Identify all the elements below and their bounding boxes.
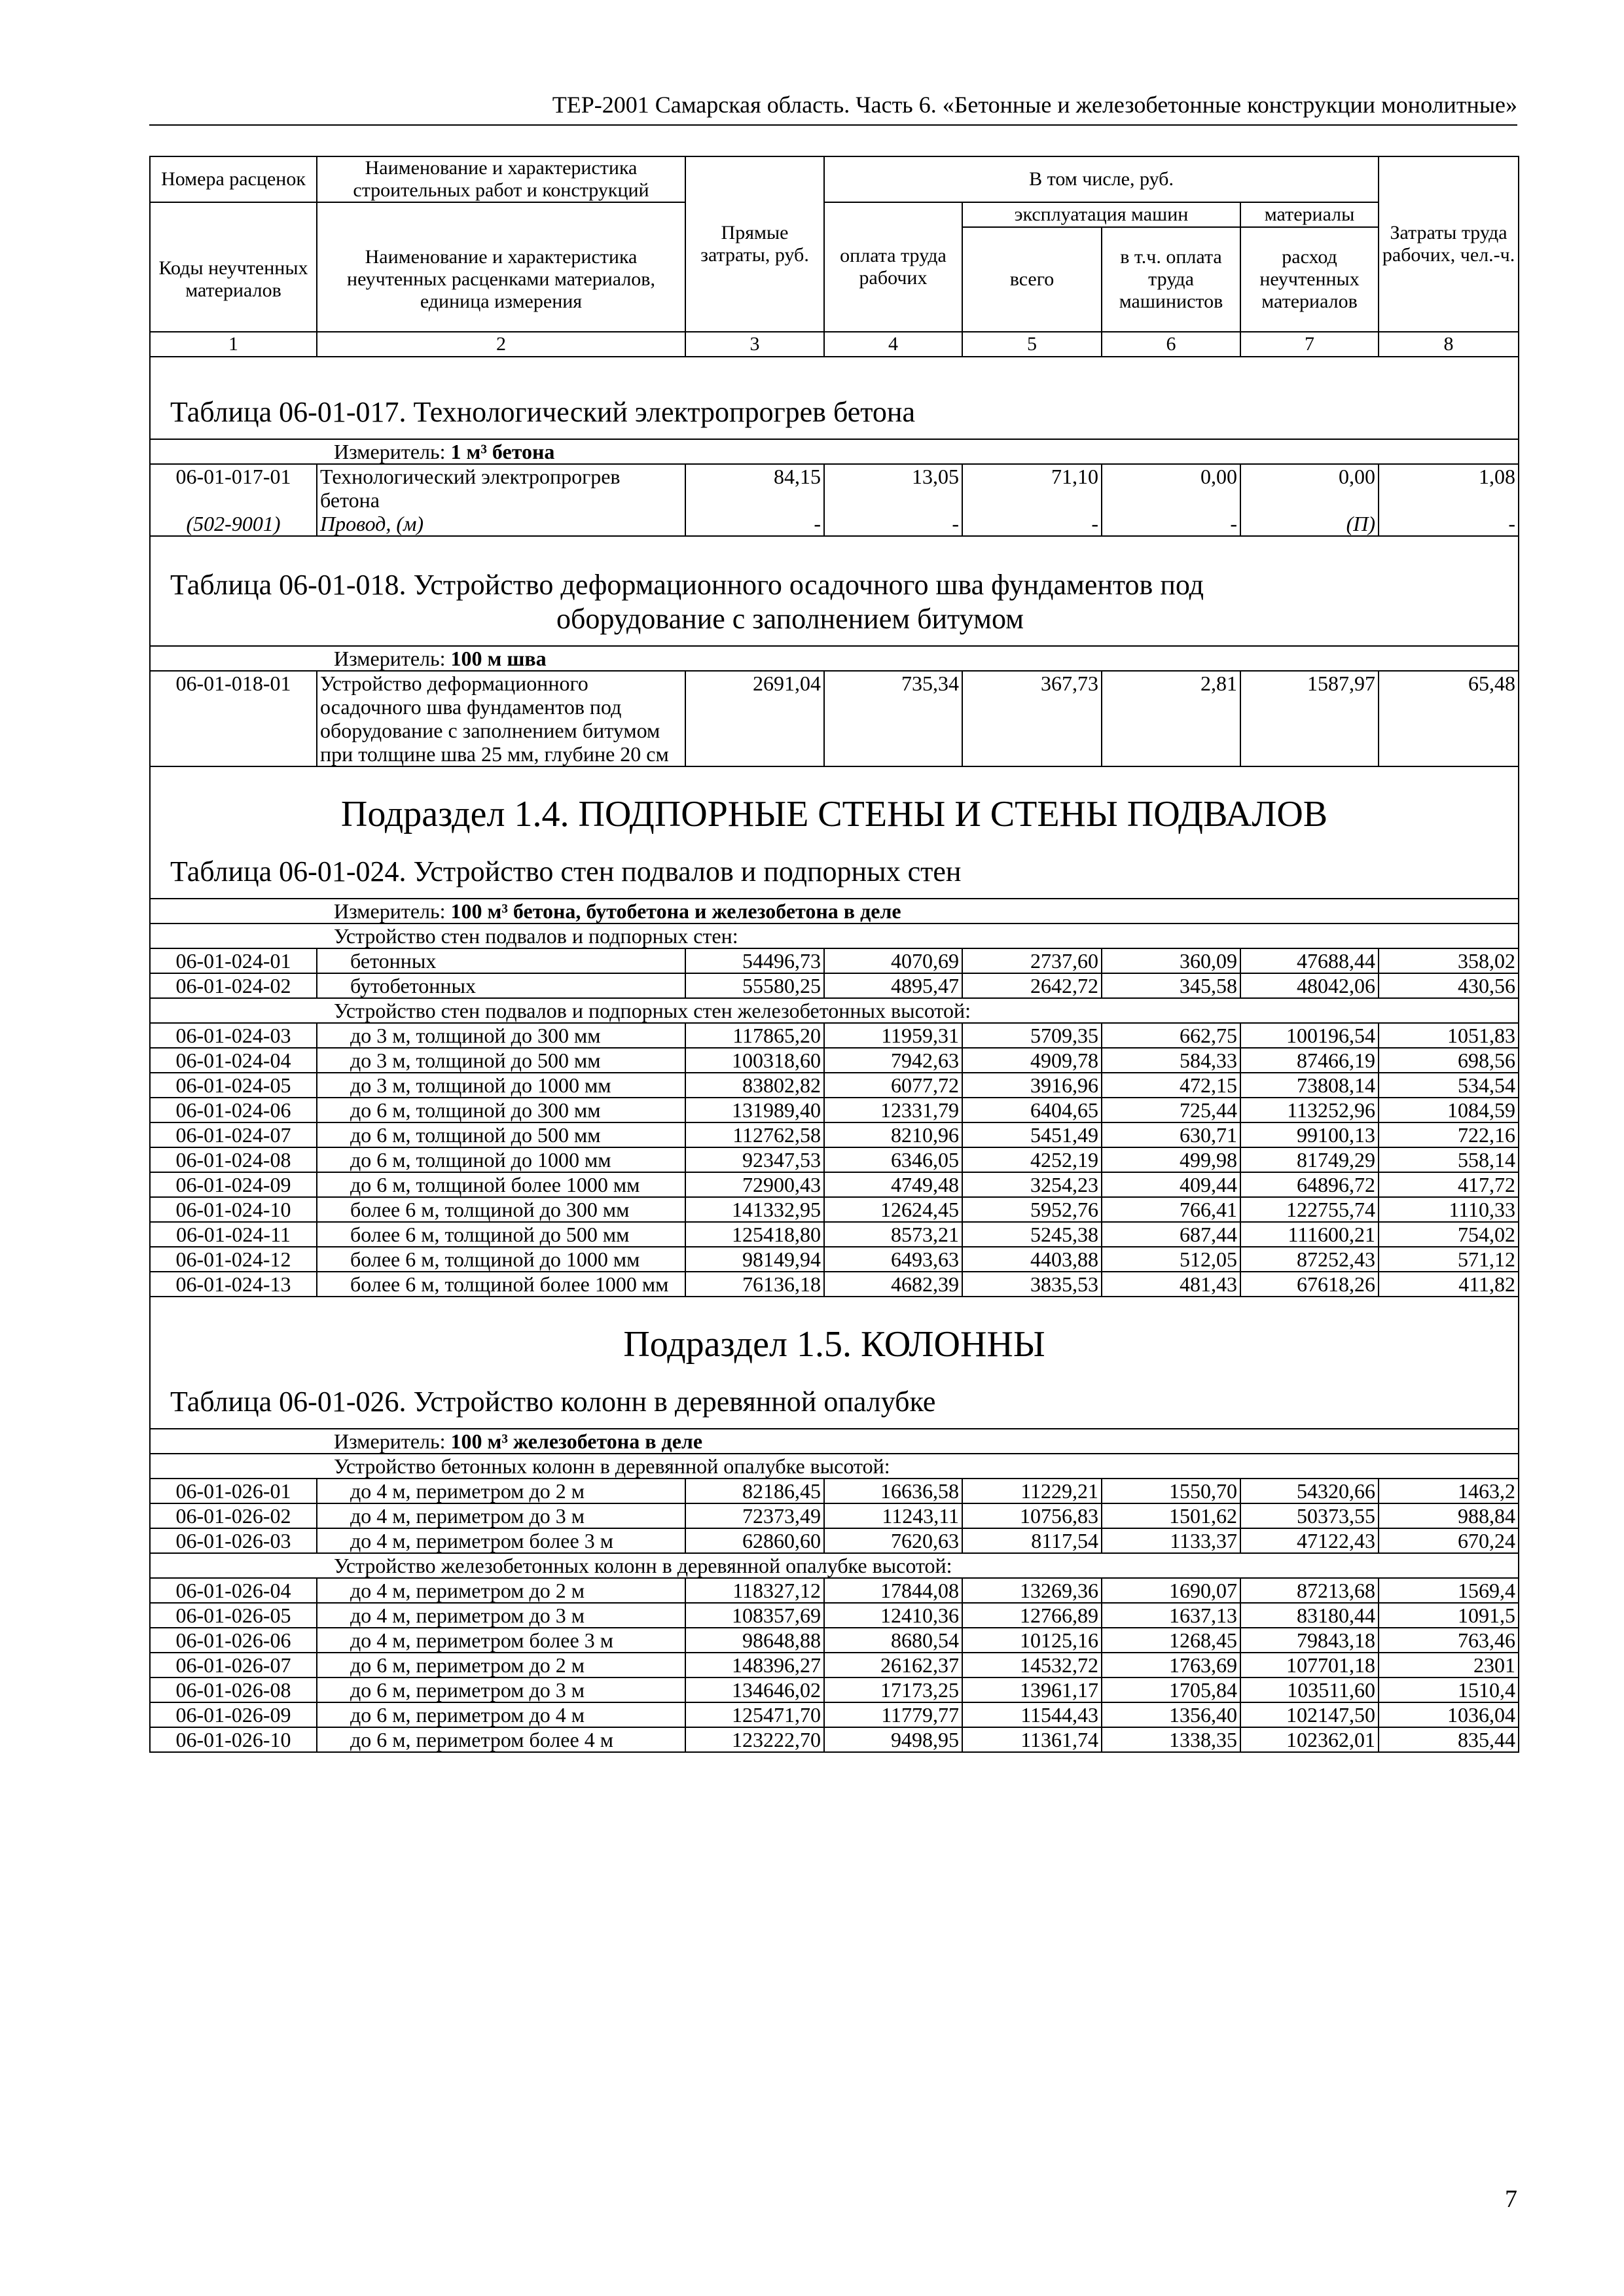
labor: 722,16: [1379, 1122, 1519, 1147]
column-number: 7: [1240, 332, 1379, 357]
table-row: [150, 1628, 1519, 1653]
worker-pay: 13,05: [824, 464, 962, 512]
measurer-label: Измеритель:: [334, 440, 446, 463]
table-row: [150, 1098, 1519, 1122]
rate-name: до 4 м, периметром более 3 м: [317, 1628, 685, 1653]
materials: (П): [1240, 512, 1379, 536]
rate-name: бетонных: [317, 948, 685, 973]
table-row: [150, 1197, 1519, 1222]
materials: 0,00: [1240, 464, 1379, 512]
materials: 54320,66: [1240, 1479, 1379, 1503]
materials: 81749,29: [1240, 1147, 1379, 1172]
worker-pay: 4895,47: [824, 973, 962, 998]
table-row: [150, 464, 1519, 512]
rate-name: до 6 м, периметром до 2 м: [317, 1653, 685, 1677]
machines-total: 71,10: [962, 464, 1102, 512]
header-unaccounted-materials: расход неучтенных материалов: [1240, 227, 1379, 332]
machinist-pay: 1338,35: [1102, 1727, 1240, 1752]
header-machines: эксплуатация машин: [962, 202, 1240, 227]
labor: 430,56: [1379, 973, 1519, 998]
rate-code: 06-01-017-01: [150, 464, 317, 512]
column-number: 5: [962, 332, 1102, 357]
direct-costs: 72900,43: [685, 1172, 824, 1197]
subsection-title-1-4: Подраздел 1.4. ПОДПОРНЫЕ СТЕНЫ И СТЕНЫ ПОДВАЛОВ: [150, 766, 1519, 848]
direct-costs: 82186,45: [685, 1479, 824, 1503]
worker-pay: 16636,58: [824, 1479, 962, 1503]
rate-code: 06-01-026-09: [150, 1702, 317, 1727]
materials: 87252,43: [1240, 1247, 1379, 1272]
worker-pay: -: [824, 512, 962, 536]
worker-pay: 12331,79: [824, 1098, 962, 1122]
machinist-pay: 1133,37: [1102, 1528, 1240, 1553]
worker-pay: 4682,39: [824, 1272, 962, 1297]
measurer-value: 1 м³ бетона: [450, 440, 555, 463]
rate-name: до 6 м, толщиной до 500 мм: [317, 1122, 685, 1147]
machines-total: 8117,54: [962, 1528, 1102, 1553]
rate-code: 06-01-018-01: [150, 671, 317, 766]
rate-name: более 6 м, толщиной до 500 мм: [317, 1222, 685, 1247]
machines-total: 11229,21: [962, 1479, 1102, 1503]
rate-code: 06-01-024-10: [150, 1197, 317, 1222]
machinist-pay: 0,00: [1102, 464, 1240, 512]
column-numbers-row: [150, 332, 1519, 357]
rate-code: 06-01-024-11: [150, 1222, 317, 1247]
header-machinist-pay: в т.ч. оплата труда машинистов: [1102, 227, 1240, 332]
worker-pay: 11243,11: [824, 1503, 962, 1528]
direct-costs: 62860,60: [685, 1528, 824, 1553]
materials: 73808,14: [1240, 1073, 1379, 1098]
machinist-pay: 1356,40: [1102, 1702, 1240, 1727]
direct-costs: 141332,95: [685, 1197, 824, 1222]
labor: 988,84: [1379, 1503, 1519, 1528]
rate-name: более 6 м, толщиной до 1000 мм: [317, 1247, 685, 1272]
rate-name: до 6 м, периметром до 4 м: [317, 1702, 685, 1727]
labor: 698,56: [1379, 1048, 1519, 1073]
worker-pay: 7942,63: [824, 1048, 962, 1073]
machinist-pay: 1268,45: [1102, 1628, 1240, 1653]
labor: 1569,4: [1379, 1578, 1519, 1603]
labor: 1084,59: [1379, 1098, 1519, 1122]
materials: 99100,13: [1240, 1122, 1379, 1147]
group-heading: Устройство стен подвалов и подпорных стен:: [150, 924, 1519, 948]
page-number: 7: [1505, 2185, 1517, 2213]
direct-costs: 76136,18: [685, 1272, 824, 1297]
rate-code: 06-01-024-05: [150, 1073, 317, 1098]
machinist-pay: 687,44: [1102, 1222, 1240, 1247]
worker-pay: 17844,08: [824, 1578, 962, 1603]
worker-pay: 6077,72: [824, 1073, 962, 1098]
table-024-group1: [150, 948, 1519, 998]
materials: 1587,97: [1240, 671, 1379, 766]
labor: 754,02: [1379, 1222, 1519, 1247]
worker-pay: 26162,37: [824, 1653, 962, 1677]
worker-pay: 8573,21: [824, 1222, 962, 1247]
table-title-line: Таблица 06-01-018. Устройство деформационного осадочного шва фундаментов под: [170, 569, 1204, 601]
machinist-pay: 512,05: [1102, 1247, 1240, 1272]
material-row: [150, 512, 1519, 536]
machines-total: 13269,36: [962, 1578, 1102, 1603]
worker-pay: 735,34: [824, 671, 962, 766]
header-machines-total: всего: [962, 227, 1102, 332]
direct-costs: 84,15: [685, 464, 824, 512]
materials: 102147,50: [1240, 1702, 1379, 1727]
rate-name: бутобетонных: [317, 973, 685, 998]
table-row: [150, 1677, 1519, 1702]
table-024-group2: [150, 1023, 1519, 1297]
table-row: [150, 1702, 1519, 1727]
direct-costs: 125418,80: [685, 1222, 824, 1247]
table-title-017: Таблица 06-01-017. Технологический электропрогрев бетона: [150, 357, 1519, 439]
labor: 411,82: [1379, 1272, 1519, 1297]
worker-pay: 9498,95: [824, 1727, 962, 1752]
table-row: [150, 1122, 1519, 1147]
subsection-1-5: [150, 1297, 1519, 1479]
running-header: [149, 90, 1517, 126]
table-row: [150, 1222, 1519, 1247]
direct-costs: 54496,73: [685, 948, 824, 973]
direct-costs: 2691,04: [685, 671, 824, 766]
table-title-018: [150, 536, 1519, 646]
rate-name: до 3 м, толщиной до 500 мм: [317, 1048, 685, 1073]
rate-name: до 4 м, периметром до 3 м: [317, 1603, 685, 1628]
rate-code: 06-01-024-04: [150, 1048, 317, 1073]
machines-total: 5245,38: [962, 1222, 1102, 1247]
column-number: 1: [150, 332, 317, 357]
measurer-value: 100 м³ бетона, бутобетона и железобетона в деле: [450, 899, 901, 923]
machines-total: 4252,19: [962, 1147, 1102, 1172]
machinist-pay: 345,58: [1102, 973, 1240, 998]
worker-pay: 7620,63: [824, 1528, 962, 1553]
rate-code: 06-01-024-03: [150, 1023, 317, 1048]
direct-costs: 55580,25: [685, 973, 824, 998]
machines-total: 11361,74: [962, 1727, 1102, 1752]
direct-costs: 148396,27: [685, 1653, 824, 1677]
machines-total: 11544,43: [962, 1702, 1102, 1727]
rate-code: 06-01-024-07: [150, 1122, 317, 1147]
table-row: [150, 1528, 1519, 1553]
machinist-pay: 1637,13: [1102, 1603, 1240, 1628]
direct-costs: 108357,69: [685, 1603, 824, 1628]
materials: 111600,21: [1240, 1222, 1379, 1247]
rate-code: 06-01-026-10: [150, 1727, 317, 1752]
table-row: [150, 1172, 1519, 1197]
labor: 1036,04: [1379, 1702, 1519, 1727]
column-number: 4: [824, 332, 962, 357]
table-024-group2-head: [150, 998, 1519, 1023]
header-labor: Затраты труда рабочих, чел.-ч.: [1379, 156, 1519, 332]
measurer-label: Измеритель:: [334, 647, 446, 670]
machinist-pay: 360,09: [1102, 948, 1240, 973]
materials: 48042,06: [1240, 973, 1379, 998]
measurer-024: [150, 899, 1519, 924]
direct-costs: 72373,49: [685, 1503, 824, 1528]
table-row: [150, 1023, 1519, 1048]
labor: 2301: [1379, 1653, 1519, 1677]
labor: 763,46: [1379, 1628, 1519, 1653]
machinist-pay: 630,71: [1102, 1122, 1240, 1147]
measurer-value: 100 м шва: [450, 647, 547, 670]
table-row: [150, 1578, 1519, 1603]
table-row: [150, 1073, 1519, 1098]
table-row: [150, 1503, 1519, 1528]
running-title: ТЕР-2001 Самарская область. Часть 6. «Бетонные и железобетонные конструкции монолитные»: [552, 92, 1517, 118]
materials: 83180,44: [1240, 1603, 1379, 1628]
machinist-pay: 2,81: [1102, 671, 1240, 766]
machines-total: 3254,23: [962, 1172, 1102, 1197]
worker-pay: 4749,48: [824, 1172, 962, 1197]
header-col1-spacer: [150, 202, 317, 227]
materials: 67618,26: [1240, 1272, 1379, 1297]
machines-total: 2737,60: [962, 948, 1102, 973]
machinist-pay: 1690,07: [1102, 1578, 1240, 1603]
table-row: [150, 948, 1519, 973]
group-heading: Устройство бетонных колонн в деревянной опалубке высотой:: [150, 1454, 1519, 1479]
direct-costs: 123222,70: [685, 1727, 824, 1752]
materials: 47122,43: [1240, 1528, 1379, 1553]
machinist-pay: 1705,84: [1102, 1677, 1240, 1702]
measurer-026: [150, 1429, 1519, 1454]
table-row: [150, 1479, 1519, 1503]
materials: 113252,96: [1240, 1098, 1379, 1122]
table-title-024: Таблица 06-01-024. Устройство стен подвалов и подпорных стен: [150, 848, 1519, 899]
machinist-pay: 662,75: [1102, 1023, 1240, 1048]
rate-code: 06-01-026-08: [150, 1677, 317, 1702]
machines-total: 13961,17: [962, 1677, 1102, 1702]
machines-total: -: [962, 512, 1102, 536]
worker-pay: 11779,77: [824, 1702, 962, 1727]
rate-code: 06-01-024-13: [150, 1272, 317, 1297]
measurer-label: Измеритель:: [334, 899, 446, 923]
machinist-pay: 499,98: [1102, 1147, 1240, 1172]
labor: 1110,33: [1379, 1197, 1519, 1222]
machines-total: 4403,88: [962, 1247, 1102, 1272]
column-number: 8: [1379, 332, 1519, 357]
machinist-pay: 1550,70: [1102, 1479, 1240, 1503]
rate-name: Устройство деформационного осадочного шва фундаментов под оборудование с заполнением битумом при толщине шва 25 мм, глубине 20 см: [317, 671, 685, 766]
machinist-pay: 584,33: [1102, 1048, 1240, 1073]
labor: 1051,83: [1379, 1023, 1519, 1048]
header-col2-top: Наименование и характеристика строительных работ и конструкций: [317, 156, 685, 202]
machines-total: 12766,89: [962, 1603, 1102, 1628]
rate-code: 06-01-024-06: [150, 1098, 317, 1122]
labor: 1510,4: [1379, 1677, 1519, 1702]
rate-code: 06-01-026-07: [150, 1653, 317, 1677]
materials: 103511,60: [1240, 1677, 1379, 1702]
rate-name: до 6 м, толщиной более 1000 мм: [317, 1172, 685, 1197]
table-026-group2-head: [150, 1553, 1519, 1578]
machines-total: 4909,78: [962, 1048, 1102, 1073]
rate-name: более 6 м, толщиной до 300 мм: [317, 1197, 685, 1222]
table-row: [150, 1653, 1519, 1677]
worker-pay: 17173,25: [824, 1677, 962, 1702]
materials: 87466,19: [1240, 1048, 1379, 1073]
material-name: Провод, (м): [317, 512, 685, 536]
labor: 670,24: [1379, 1528, 1519, 1553]
direct-costs: 134646,02: [685, 1677, 824, 1702]
column-number: 3: [685, 332, 824, 357]
rate-name: до 6 м, толщиной до 300 мм: [317, 1098, 685, 1122]
machinist-pay: 409,44: [1102, 1172, 1240, 1197]
rate-name: до 4 м, периметром до 2 м: [317, 1479, 685, 1503]
materials: 102362,01: [1240, 1727, 1379, 1752]
labor: 1,08: [1379, 464, 1519, 512]
rate-name: до 4 м, периметром до 2 м: [317, 1578, 685, 1603]
labor: 1463,2: [1379, 1479, 1519, 1503]
table-row: [150, 1147, 1519, 1172]
machines-total: 10756,83: [962, 1503, 1102, 1528]
direct-costs: 92347,53: [685, 1147, 824, 1172]
rate-code: 06-01-026-04: [150, 1578, 317, 1603]
worker-pay: 8210,96: [824, 1122, 962, 1147]
labor: 835,44: [1379, 1727, 1519, 1752]
price-table: [149, 156, 1519, 1753]
table-body: [150, 357, 1519, 948]
header-col2-bottom: Наименование и характеристика неучтенных расценками материалов, единица измерения: [317, 227, 685, 332]
table-row: [150, 1048, 1519, 1073]
materials: 87213,68: [1240, 1578, 1379, 1603]
rate-name: до 6 м, периметром до 3 м: [317, 1677, 685, 1702]
machines-total: 10125,16: [962, 1628, 1102, 1653]
table-title-026: Таблица 06-01-026. Устройство колонн в деревянной опалубке: [150, 1378, 1519, 1429]
worker-pay: 11959,31: [824, 1023, 962, 1048]
direct-costs: -: [685, 512, 824, 536]
materials: 100196,54: [1240, 1023, 1379, 1048]
table-row: [150, 1272, 1519, 1297]
materials: 122755,74: [1240, 1197, 1379, 1222]
materials: 79843,18: [1240, 1628, 1379, 1653]
table-row: [150, 1727, 1519, 1752]
machines-total: 14532,72: [962, 1653, 1102, 1677]
direct-costs: 118327,12: [685, 1578, 824, 1603]
table-row: [150, 973, 1519, 998]
measurer-018: [150, 646, 1519, 671]
measurer-label: Измеритель:: [334, 1429, 446, 1453]
rate-name: до 4 м, периметром до 3 м: [317, 1503, 685, 1528]
worker-pay: 12410,36: [824, 1603, 962, 1628]
materials: 47688,44: [1240, 948, 1379, 973]
rate-code: 06-01-026-03: [150, 1528, 317, 1553]
materials: 50373,55: [1240, 1503, 1379, 1528]
labor: 65,48: [1379, 671, 1519, 766]
machines-total: 5709,35: [962, 1023, 1102, 1048]
table-026-group1: [150, 1479, 1519, 1553]
machines-total: 5952,76: [962, 1197, 1102, 1222]
table-row: [150, 1603, 1519, 1628]
rate-name: до 6 м, толщиной до 1000 мм: [317, 1147, 685, 1172]
labor: 571,12: [1379, 1247, 1519, 1272]
labor: 534,54: [1379, 1073, 1519, 1098]
machines-total: 3835,53: [962, 1272, 1102, 1297]
labor: 558,14: [1379, 1147, 1519, 1172]
machinist-pay: 481,43: [1102, 1272, 1240, 1297]
machinist-pay: -: [1102, 512, 1240, 536]
materials: 107701,18: [1240, 1653, 1379, 1677]
direct-costs: 131989,40: [685, 1098, 824, 1122]
header-in-total: В том числе, руб.: [824, 156, 1379, 202]
column-number: 2: [317, 332, 685, 357]
rate-code: 06-01-026-02: [150, 1503, 317, 1528]
measurer-017: [150, 439, 1519, 464]
worker-pay: 8680,54: [824, 1628, 962, 1653]
subsection-title-1-5: Подраздел 1.5. КОЛОННЫ: [150, 1297, 1519, 1378]
group-heading: Устройство стен подвалов и подпорных стен железобетонных высотой:: [150, 998, 1519, 1023]
machinist-pay: 725,44: [1102, 1098, 1240, 1122]
table-026-group2: [150, 1578, 1519, 1752]
machines-total: 5451,49: [962, 1122, 1102, 1147]
rate-name: до 3 м, толщиной до 1000 мм: [317, 1073, 685, 1098]
worker-pay: 6346,05: [824, 1147, 962, 1172]
column-number: 6: [1102, 332, 1240, 357]
header-col1-bottom: Коды неучтенных материалов: [150, 227, 317, 332]
table-row: [150, 671, 1519, 766]
materials: 64896,72: [1240, 1172, 1379, 1197]
direct-costs: 100318,60: [685, 1048, 824, 1073]
direct-costs: 98648,88: [685, 1628, 824, 1653]
rate-name: более 6 м, толщиной более 1000 мм: [317, 1272, 685, 1297]
direct-costs: 117865,20: [685, 1023, 824, 1048]
material-code: (502-9001): [150, 512, 317, 536]
rate-code: 06-01-024-12: [150, 1247, 317, 1272]
rate-name: до 6 м, периметром более 4 м: [317, 1727, 685, 1752]
header-direct-costs: Прямые затраты, руб.: [685, 156, 824, 332]
machines-total: 367,73: [962, 671, 1102, 766]
direct-costs: 125471,70: [685, 1702, 824, 1727]
header-col2-spacer: [317, 202, 685, 227]
rate-code: 06-01-024-02: [150, 973, 317, 998]
labor: 1091,5: [1379, 1603, 1519, 1628]
labor: 358,02: [1379, 948, 1519, 973]
rate-code: 06-01-026-01: [150, 1479, 317, 1503]
header-materials: материалы: [1240, 202, 1379, 227]
table-header: [150, 156, 1519, 357]
rate-name: Технологический электропрогрев бетона: [317, 464, 685, 512]
worker-pay: 12624,45: [824, 1197, 962, 1222]
labor: 417,72: [1379, 1172, 1519, 1197]
machinist-pay: 766,41: [1102, 1197, 1240, 1222]
table-title-line: оборудование с заполнением битумом: [556, 603, 1024, 635]
direct-costs: 83802,82: [685, 1073, 824, 1098]
rate-code: 06-01-026-05: [150, 1603, 317, 1628]
header-col1-top: Номера расценок: [150, 156, 317, 202]
table-row: [150, 1247, 1519, 1272]
machines-total: 6404,65: [962, 1098, 1102, 1122]
worker-pay: 4070,69: [824, 948, 962, 973]
labor: -: [1379, 512, 1519, 536]
measurer-value: 100 м³ железобетона в деле: [450, 1429, 703, 1453]
group-heading: Устройство железобетонных колонн в деревянной опалубке высотой:: [150, 1553, 1519, 1578]
worker-pay: 6493,63: [824, 1247, 962, 1272]
machinist-pay: 1763,69: [1102, 1653, 1240, 1677]
header-worker-pay: оплата труда рабочих: [824, 202, 962, 332]
machines-total: 3916,96: [962, 1073, 1102, 1098]
machinist-pay: 1501,62: [1102, 1503, 1240, 1528]
rate-name: до 3 м, толщиной до 300 мм: [317, 1023, 685, 1048]
rate-code: 06-01-024-08: [150, 1147, 317, 1172]
rate-name: до 4 м, периметром более 3 м: [317, 1528, 685, 1553]
direct-costs: 98149,94: [685, 1247, 824, 1272]
rate-code: 06-01-024-01: [150, 948, 317, 973]
machines-total: 2642,72: [962, 973, 1102, 998]
direct-costs: 112762,58: [685, 1122, 824, 1147]
machinist-pay: 472,15: [1102, 1073, 1240, 1098]
rate-code: 06-01-026-06: [150, 1628, 317, 1653]
rate-code: 06-01-024-09: [150, 1172, 317, 1197]
